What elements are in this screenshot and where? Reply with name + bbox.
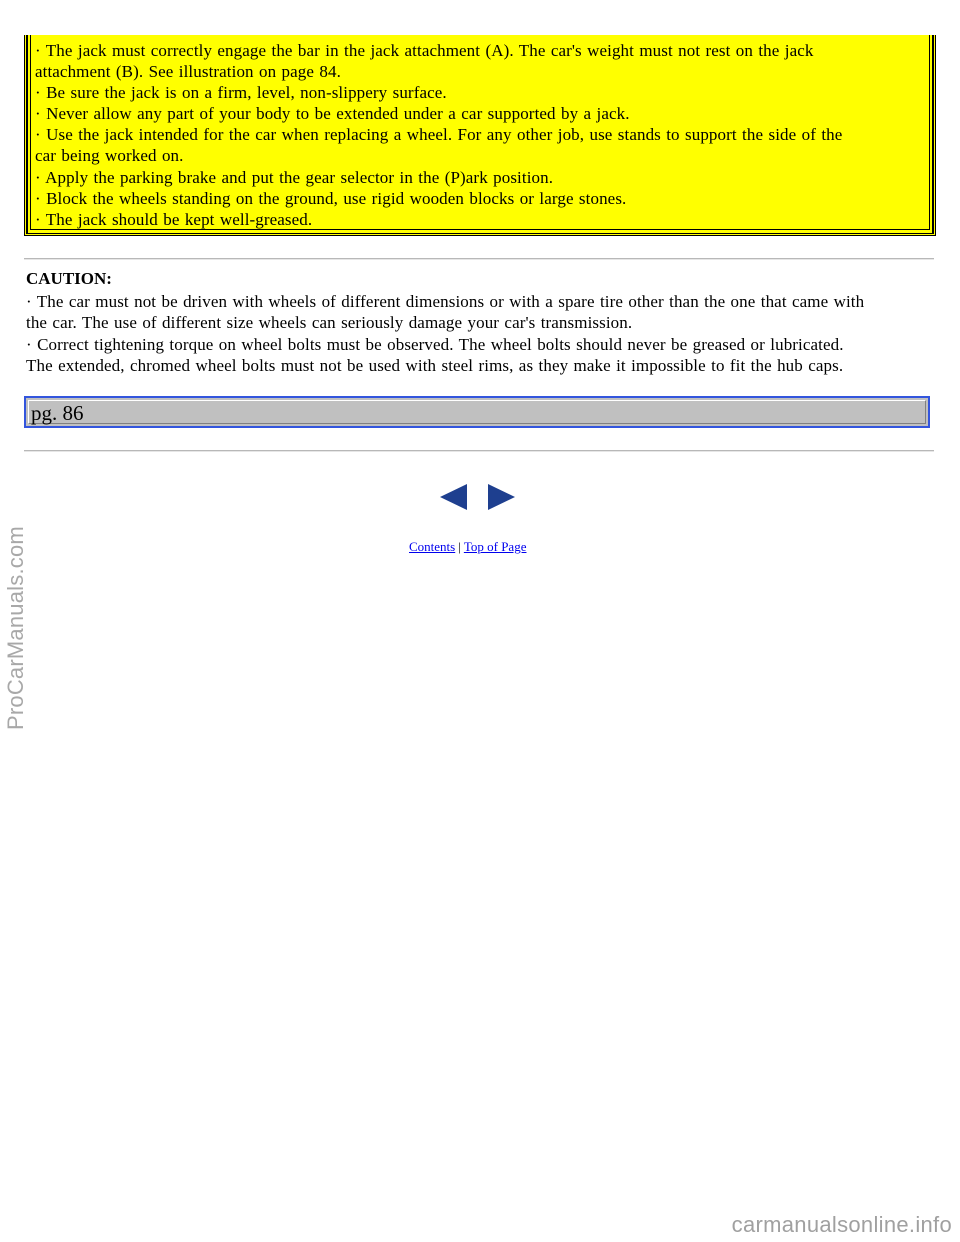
warning-line: · Never allow any part of your body to be extended under a car supported by a jack. <box>35 104 630 123</box>
contents-link[interactable]: Contents <box>409 539 456 554</box>
page-number-box-inner <box>28 400 926 424</box>
top-of-page-link[interactable]: Top of Page <box>463 539 527 554</box>
arrow-right-icon[interactable] <box>488 484 515 510</box>
warning-line: car being worked on. <box>35 146 184 165</box>
warning-line: · The jack must correctly engage the bar in the jack attachment (A). The car's weight must not rest on the jack <box>35 41 814 60</box>
page-navigation <box>440 484 540 512</box>
divider <box>24 258 934 260</box>
bottom-watermark: carmanualsonline.info <box>731 1212 952 1237</box>
page-number-box <box>24 396 930 428</box>
divider <box>24 450 934 452</box>
warning-line: · Block the wheels standing on the ground, use rigid wooden blocks or large stones. <box>35 189 627 208</box>
caution-line: the car. The use of different size wheels can seriously damage your car's transmission. <box>26 313 633 332</box>
link-separator: | <box>458 539 461 554</box>
warning-line: · Apply the parking brake and put the gear selector in the (P)ark position. <box>35 168 554 187</box>
arrow-left-icon[interactable] <box>440 484 467 510</box>
warning-line: attachment (B). See illustration on page 84. <box>35 62 341 81</box>
caution-title: CAUTION: <box>26 269 112 288</box>
warning-box <box>24 35 936 236</box>
warning-line: · Use the jack intended for the car when replacing a wheel. For any other job, use stands to support the side of the <box>35 125 843 144</box>
page-number: pg. 86 <box>31 401 84 425</box>
footer-links <box>409 539 526 555</box>
warning-line: · The jack should be kept well-greased. <box>35 210 313 229</box>
caution-line: The extended, chromed wheel bolts must not be used with steel rims, as they make it impossible to fit the hub caps. <box>26 356 844 375</box>
side-watermark: ProCarManuals.com <box>3 526 28 730</box>
caution-line: · Correct tightening torque on wheel bolts must be observed. The wheel bolts should never be greased or lubricated. <box>26 335 844 354</box>
warning-line: · Be sure the jack is on a firm, level, non-slippery surface. <box>35 83 447 102</box>
caution-line: · The car must not be driven with wheels of different dimensions or with a spare tire other than the one that came with <box>26 292 865 311</box>
